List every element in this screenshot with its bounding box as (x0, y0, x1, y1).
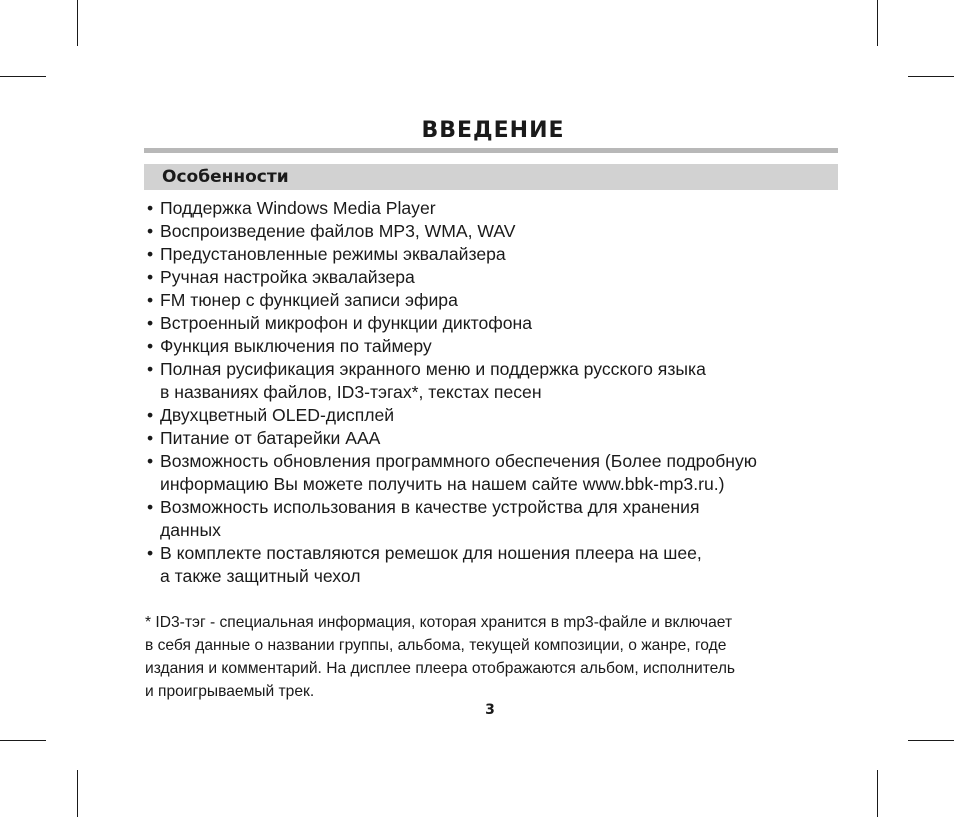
features-list (145, 197, 865, 588)
feature-item (145, 404, 865, 427)
bullet-icon: • (147, 267, 154, 287)
feature-item (145, 197, 865, 220)
bullet-icon: • (147, 336, 154, 356)
feature-text: В комплекте поставляются ремешок для ношения плеера на шее, (160, 543, 702, 563)
bullet-icon: • (147, 428, 154, 448)
feature-text: Воспроизведение файлов MP3, WMA, WAV (160, 221, 516, 241)
bullet-icon: • (147, 451, 154, 471)
footnote-line: и проигрываемый трек. (145, 683, 315, 700)
page-title: ВВЕДЕНИЕ (421, 118, 565, 143)
footnote-line: в себя данные о названии группы, альбома, текущей композиции, о жанре, годе (145, 637, 727, 654)
feature-item (145, 220, 865, 243)
feature-item (145, 450, 865, 496)
feature-text: Функция выключения по таймеру (160, 336, 432, 356)
crop-mark-top-right-vertical (877, 0, 878, 46)
bullet-icon: • (147, 244, 154, 264)
footnote-line: * ID3-тэг - специальная информация, которая хранится в mp3-файле и включает (145, 614, 733, 631)
footnote-line: издания и комментарий. На дисплее плеера отображаются альбом, исполнитель (145, 660, 736, 677)
feature-text: Встроенный микрофон и функции диктофона (160, 313, 533, 333)
crop-mark-bottom-right-vertical (877, 770, 878, 817)
bullet-icon: • (147, 359, 154, 379)
crop-mark-bottom-left-vertical (77, 770, 78, 817)
crop-mark-top-left-horizontal (0, 76, 46, 77)
feature-item (145, 243, 865, 266)
bullet-icon: • (147, 543, 154, 563)
feature-text: Двухцветный OLED-дисплей (160, 405, 395, 425)
feature-item (145, 312, 865, 335)
footnote (145, 611, 865, 703)
crop-mark-bottom-right-horizontal (908, 740, 954, 741)
feature-item (145, 335, 865, 358)
feature-text-continuation: информацию Вы можете получить на нашем сайте www.bbk-mp3.ru.) (160, 474, 725, 494)
section-title: Особенности (162, 167, 289, 187)
feature-text: Возможность обновления программного обеспечения (Более подробную (160, 451, 758, 471)
bullet-icon: • (147, 290, 154, 310)
crop-mark-top-left-vertical (77, 0, 78, 46)
page-number: 3 (485, 702, 495, 718)
feature-text-continuation: а также защитный чехол (160, 566, 361, 586)
bullet-icon: • (147, 405, 154, 425)
crop-mark-bottom-left-horizontal (0, 740, 46, 741)
feature-item (145, 496, 865, 542)
feature-item (145, 266, 865, 289)
feature-text: Питание от батарейки AAA (160, 428, 381, 448)
feature-text-continuation: в названиях файлов, ID3-тэгах*, текстах песен (160, 382, 542, 402)
feature-text: Полная русификация экранного меню и поддержка русского языка (160, 359, 706, 379)
bullet-icon: • (147, 198, 154, 218)
bullet-icon: • (147, 313, 154, 333)
crop-mark-top-right-horizontal (908, 76, 954, 77)
feature-item (145, 358, 865, 404)
bullet-icon: • (147, 497, 154, 517)
feature-text: FM тюнер с функцией записи эфира (160, 290, 458, 310)
feature-text: Ручная настройка эквалайзера (160, 267, 415, 287)
feature-item (145, 542, 865, 588)
feature-text-continuation: данных (160, 520, 221, 540)
feature-item (145, 427, 865, 450)
section-header-bar (144, 164, 838, 190)
feature-text: Поддержка Windows Media Player (160, 198, 436, 218)
feature-text: Возможность использования в качестве устройства для хранения (160, 497, 700, 517)
title-rule (144, 148, 838, 153)
feature-item (145, 289, 865, 312)
feature-text: Предустановленные режимы эквалайзера (160, 244, 506, 264)
bullet-icon: • (147, 221, 154, 241)
